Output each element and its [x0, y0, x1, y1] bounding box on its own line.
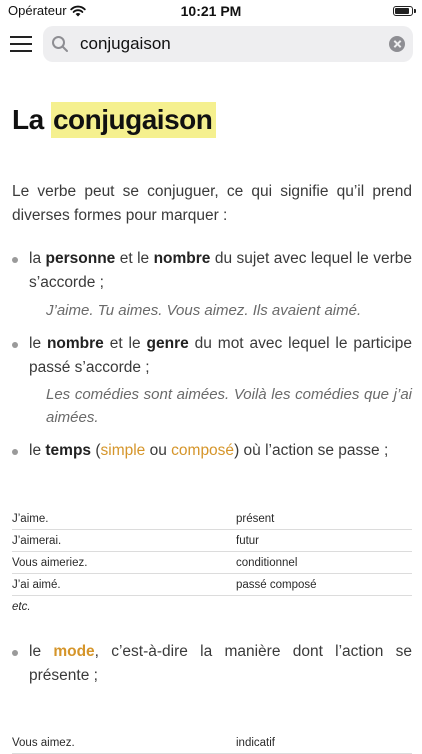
- table-row: [12, 596, 412, 618]
- bullet-text: ) où l’action se passe ;: [234, 442, 389, 459]
- page-title: [12, 104, 216, 136]
- clear-icon[interactable]: [389, 36, 405, 52]
- search-input[interactable]: [80, 32, 380, 56]
- menu-button[interactable]: [10, 35, 34, 53]
- table-row: [12, 552, 412, 574]
- table-cell: présent: [236, 508, 412, 530]
- bold-term: personne: [45, 250, 116, 267]
- bold-term: temps: [45, 442, 92, 459]
- list-item-personne-nombre: [12, 247, 412, 295]
- bullet-text: du mot avec lequel le participe passé s’accorde ;: [29, 335, 412, 376]
- bullet-text: le: [29, 442, 46, 459]
- bold-term: nombre: [46, 335, 104, 352]
- list-item-mode: [12, 640, 412, 688]
- intro-paragraph: Le verbe peut se conjuguer, ce qui signifie qu’il prend diverses formes pour marquer :: [12, 183, 412, 224]
- table-cell: Vous aimeriez.: [12, 552, 236, 574]
- table-cell: Vous aimez.: [12, 732, 236, 754]
- list-item-temps: [12, 439, 412, 463]
- title-prefix: La: [12, 104, 44, 135]
- bullet-text: le: [29, 335, 47, 352]
- bullet-text: (: [91, 442, 101, 459]
- example-text: J’aime. Tu aimes. Vous aimez. Ils avaient aimé.: [46, 302, 362, 319]
- conjugation-table-temps: [12, 508, 412, 617]
- table-row: [12, 508, 412, 530]
- link-compose[interactable]: composé: [171, 442, 235, 459]
- table-cell: J’ai aimé.: [12, 574, 236, 596]
- bullet-text: la: [29, 250, 46, 267]
- table-cell: J’aimerai.: [12, 530, 236, 552]
- table-row: [12, 732, 412, 754]
- clock: 10:21 PM: [180, 3, 242, 19]
- bullet-text: du sujet avec lequel le verbe s’accorde ;: [29, 250, 412, 291]
- table-cell: J’aime.: [12, 508, 236, 530]
- bullet-text: et le: [103, 335, 147, 352]
- battery-icon: [393, 6, 413, 16]
- list-item-nombre-genre: [12, 332, 412, 380]
- example-text: Les comédies sont aimées. Voilà les comédies que j’ai aimées.: [46, 386, 412, 426]
- bullet-text: et le: [115, 250, 154, 267]
- search-bar: [43, 26, 413, 62]
- battery-fill: [395, 8, 409, 14]
- title-highlight: conjugaison: [51, 102, 216, 138]
- status-bar: [0, 0, 422, 24]
- link-mode[interactable]: mode: [53, 643, 95, 660]
- bold-term: genre: [146, 335, 189, 352]
- bullet-dot: [12, 449, 18, 455]
- search-icon: [51, 35, 69, 53]
- table-cell: futur: [236, 530, 412, 552]
- bullet-text: ou: [145, 442, 172, 459]
- bold-term: nombre: [153, 250, 211, 267]
- table-row: [12, 530, 412, 552]
- bullet-text: le: [29, 643, 54, 660]
- bullet-text: , c’est-à-dire la manière dont l’action se présente ;: [29, 643, 413, 684]
- table-cell: etc.: [12, 600, 31, 613]
- carrier-name: Opérateur: [8, 3, 67, 18]
- bullet-dot: [12, 342, 18, 348]
- conjugation-table-mode: [12, 732, 412, 754]
- table-row: [12, 574, 412, 596]
- link-simple[interactable]: simple: [100, 442, 146, 459]
- table-cell: indicatif: [236, 732, 412, 754]
- bullet-dot: [12, 257, 18, 263]
- table-cell: [236, 596, 412, 618]
- table-cell: passé composé: [236, 574, 412, 596]
- table-cell: conditionnel: [236, 552, 412, 574]
- bullet-dot: [12, 650, 18, 656]
